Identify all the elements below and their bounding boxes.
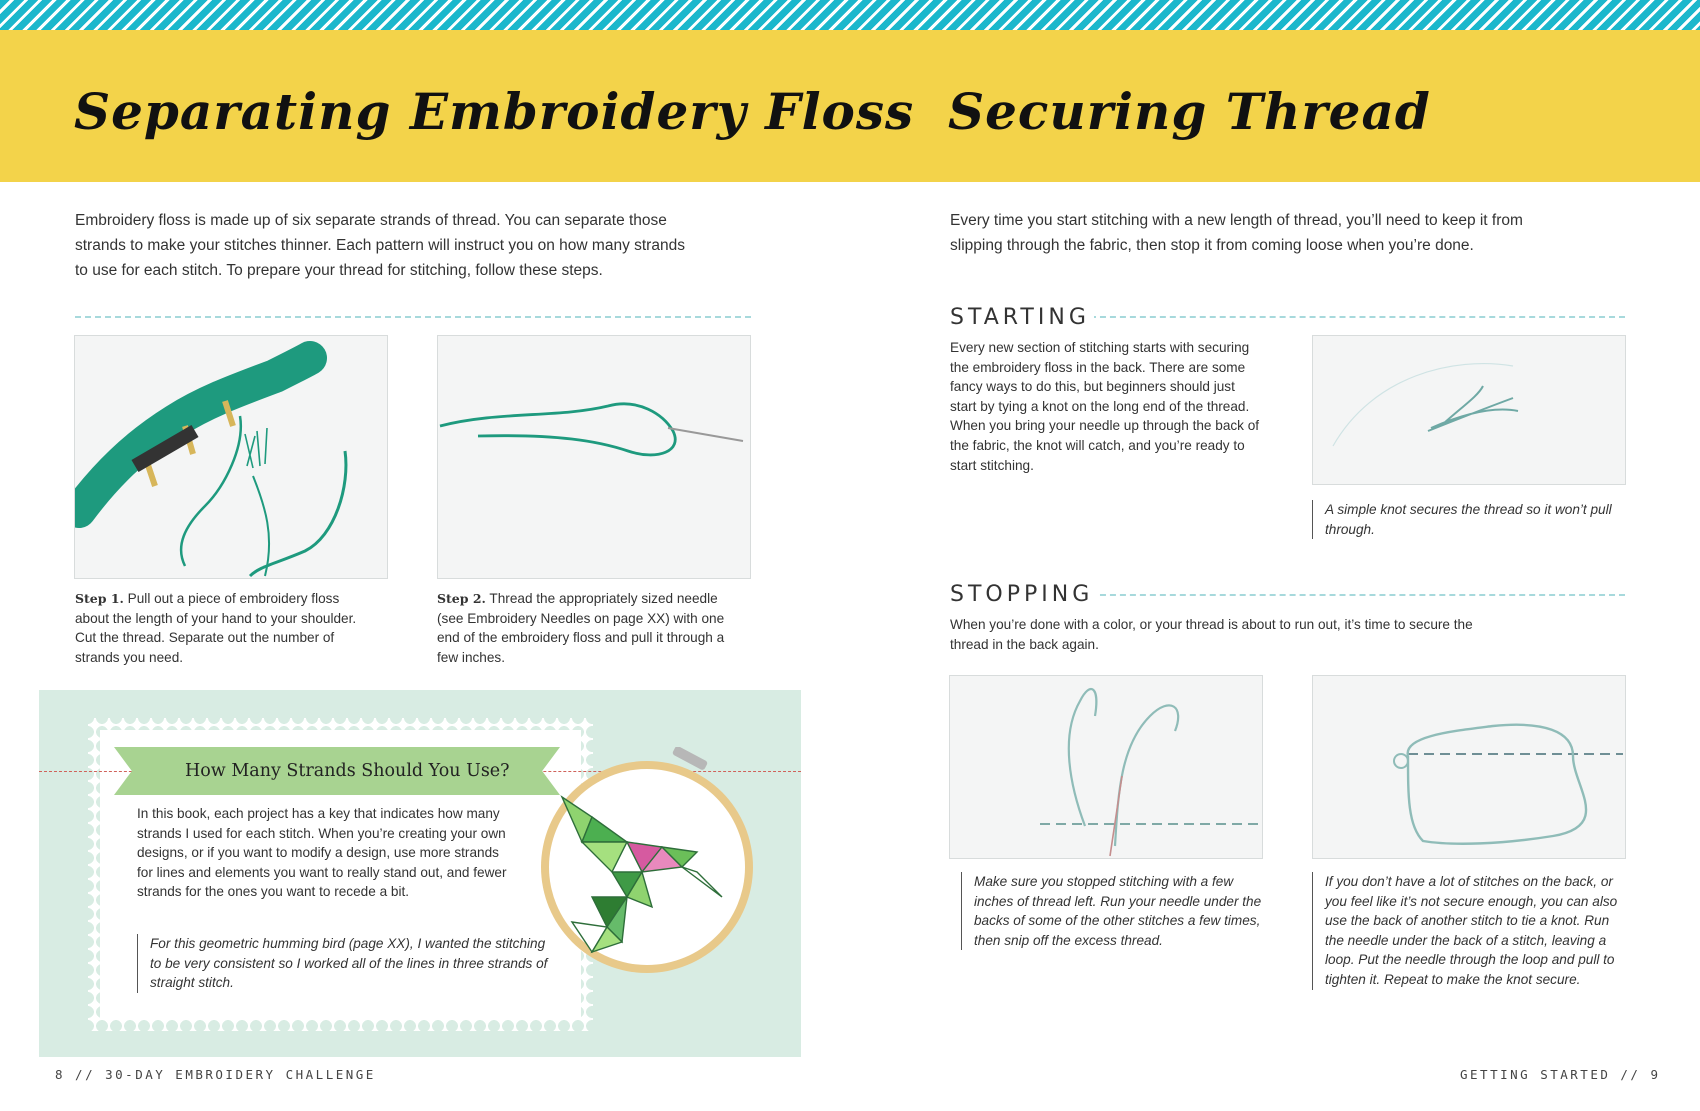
step-1-body: Pull out a piece of embroidery floss about the length of your hand to your shoulder. Cut the thread. Separate out the number of strands you need. — [75, 591, 357, 665]
stopping-photo-loop — [1312, 675, 1626, 859]
stopping-photo-needle — [949, 675, 1263, 859]
stopping-caption-left: Make sure you stopped stitching with a few inches of thread left. Run your needle under the backs of some of the other stitches a few times, then snip off the excess thread. — [961, 872, 1264, 950]
knot-photo — [1312, 335, 1626, 485]
step-1-label: Step 1. — [75, 591, 124, 606]
stopping-caption-right: If you don’t have a lot of stitches on the back, or you feel like it’s not secure enough, you can also use the back of another stitch to tie a knot. Run the needle under the back of a stitch, leaving a loop. Put the needle through the loop and pull to tighten it. Repeat to make the knot secure. — [1312, 872, 1627, 990]
hummingbird-hoop-illustration — [532, 747, 762, 977]
starting-divider — [1080, 316, 1625, 318]
left-footer: 8 // 30-DAY EMBROIDERY CHALLENGE — [55, 1067, 376, 1082]
right-intro-line-2: slipping through the fabric, then stop it from coming loose when you’re done. — [950, 237, 1474, 254]
step-2-label: Step 2. — [437, 591, 486, 606]
right-page-title: Securing Thread — [948, 82, 1431, 141]
right-intro-line-1: Every time you start stitching with a new length of thread, you’ll need to keep it from — [950, 212, 1523, 229]
starting-caption: A simple knot secures the thread so it won’t pull through. — [1312, 500, 1625, 539]
left-intro-line-1: Embroidery floss is made up of six separate strands of thread. You can separate those — [75, 212, 667, 229]
stopping-body: When you’re done with a color, or your thread is about to run out, it’s time to secure the thread in the back again. — [950, 617, 1473, 652]
left-intro — [75, 208, 775, 283]
sidebar-body: In this book, each project has a key that indicates how many strands I used for each stitch. When you’re creating your own designs, or if you want to modify a design, use more strands for lines and elements you want to really stand out, and fewer strands for the ones you want to recede a bit. — [137, 806, 507, 900]
right-footer: GETTING STARTED // 9 — [1460, 1067, 1661, 1082]
sidebar-note: For this geometric humming bird (page XX), I wanted the stitching to be very consistent so I worked all of the lines in three strands of straight stitch. — [137, 934, 550, 993]
step-2-body: Thread the appropriately sized needle (see Embroidery Needles on page XX) with one end of the embroidery floss and pull it through a few inches. — [437, 591, 725, 665]
step-2-text — [437, 589, 747, 667]
stopping-heading: STOPPING — [950, 582, 1097, 607]
starting-heading: STARTING — [950, 305, 1094, 330]
floss-skein-photo — [74, 335, 388, 579]
left-divider — [75, 316, 751, 318]
top-stripe-border — [0, 0, 1700, 30]
left-intro-line-3: to use for each stitch. To prepare your thread for stitching, follow these steps. — [75, 262, 603, 279]
sidebar-heading: How Many Strands Should You Use? — [185, 761, 510, 781]
starting-body: Every new section of stitching starts with securing the embroidery floss in the back. There are some fancy ways to do this, but beginners should just start by tying a knot on the long end of the thread. When you bring your needle up through the back of the fabric, the knot will catch, and you’re ready to start stitching. — [950, 340, 1260, 473]
right-intro — [950, 208, 1650, 258]
left-page-title: Separating Embroidery Floss — [74, 82, 915, 141]
threaded-needle-photo — [437, 335, 751, 579]
stopping-divider — [1080, 594, 1625, 596]
left-intro-line-2: strands to make your stitches thinner. Each pattern will instruct you on how many strands — [75, 237, 685, 254]
step-1-text — [75, 589, 375, 667]
